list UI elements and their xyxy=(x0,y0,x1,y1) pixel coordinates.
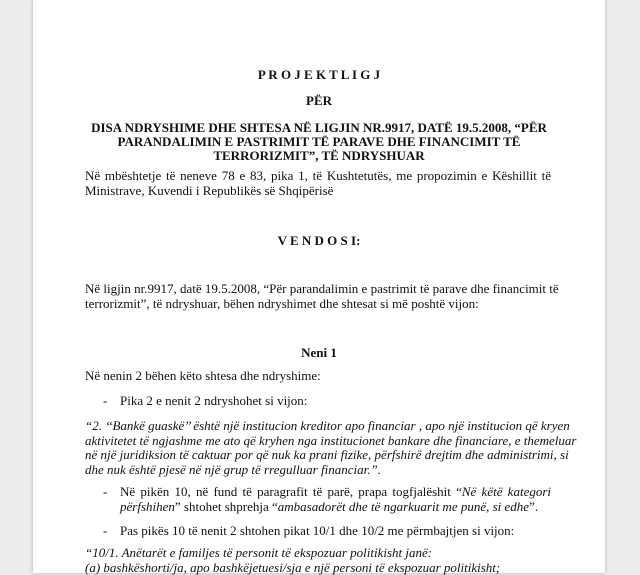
document-per: PËR xyxy=(306,93,332,108)
intro-line-2: terrorizmit”, të ndryshuar, bëhen ndryshimet dhe shtesat si më poshtë vijon: xyxy=(85,296,479,311)
bullet-marker-3: - xyxy=(103,523,108,538)
quote-2-line-1: “10/1. Anëtarët e familjes të personit të ekspozuar politikisht janë: xyxy=(85,545,433,560)
bullet-1-text: Pika 2 e nenit 2 ndryshohet si vijon: xyxy=(120,393,308,408)
bullet-marker-1: - xyxy=(103,393,108,408)
preamble-line-2: Ministrave, Kuvendi i Republikës së Shqipërisë xyxy=(85,183,334,198)
bullet-2-line-1-text: Në pikën 10, në fund të paragrafit të parë, prapa togfjalëshit “ xyxy=(120,484,462,499)
quote-1-line-2: aktivitetet të ngjashme me ato që kryhen nga institucionet bankare dhe financiare, e themeluar xyxy=(85,433,577,448)
article-intro: Në nenin 2 bëhen këto shtesa dhe ndryshime: xyxy=(85,368,321,383)
quote-1-line-1: “2. ‘‘Bankë guaskë’’ është një institucion kreditor apo financiar , apo një institucion që kryen xyxy=(85,418,570,433)
intro-line-1: Në ligjin nr.9917, datë 19.5.2008, “Për parandalimin e pastrimit të parave dhe financimit të xyxy=(85,281,559,296)
bullet-2-line-2 xyxy=(120,499,538,514)
bullet-2-line-1 xyxy=(120,484,551,499)
bullet-2-line-1-italic: Në këtë kategori xyxy=(461,484,552,499)
quote-2-line-2: (a) bashkëshorti/ja, apo bashkëjetuesi/sja e një personi të ekspozuar politikisht; xyxy=(85,560,501,575)
quote-1-line-3: në një juridiksion të caktuar por që nuk ka prani fizike, përfshirë drejtim dhe administrimi, si xyxy=(85,447,569,462)
document-page xyxy=(33,0,605,573)
document-subtitle-line-2: PARANDALIMIN E PASTRIMIT TË PARAVE DHE FINANCIMIT TË xyxy=(117,134,521,149)
document-subtitle-line-1: DISA NDRYSHIME DHE SHTESA NË LIGJIN NR.9917, DATË 19.5.2008, “PËR xyxy=(91,120,547,135)
quote-1-line-4: dhe nuk është pjesë në një grup të rregulluar financiar.”. xyxy=(85,462,381,477)
document-subtitle-line-3: TERRORIZMIT”, TË NDRYSHUAR xyxy=(213,148,425,163)
bullet-2-line-2-italic-c: ambasadorët dhe të ngarkuarit me punë, si edhe xyxy=(277,499,530,514)
preamble-line-1: Në mbështetje të neneve 78 e 83, pika 1, të Kushtetutës, me propozimin e Këshillit të xyxy=(85,168,551,183)
bullet-marker-2: - xyxy=(103,484,108,499)
article-title: Neni 1 xyxy=(301,345,337,360)
bullet-2-line-2-text-b: ” shtohet shprehja “ xyxy=(174,499,278,514)
vendosi-heading: V E N D O S I: xyxy=(277,233,361,248)
bullet-2-line-2-italic-a: përfshihen xyxy=(120,499,175,514)
bullet-2-line-2-text-d: ”. xyxy=(529,499,539,514)
bullet-3-text: Pas pikës 10 të nenit 2 shtohen pikat 10/1 dhe 10/2 me përmbajtjen si vijon: xyxy=(120,523,515,538)
document-title: P R O J E K T L I G J xyxy=(257,67,381,82)
